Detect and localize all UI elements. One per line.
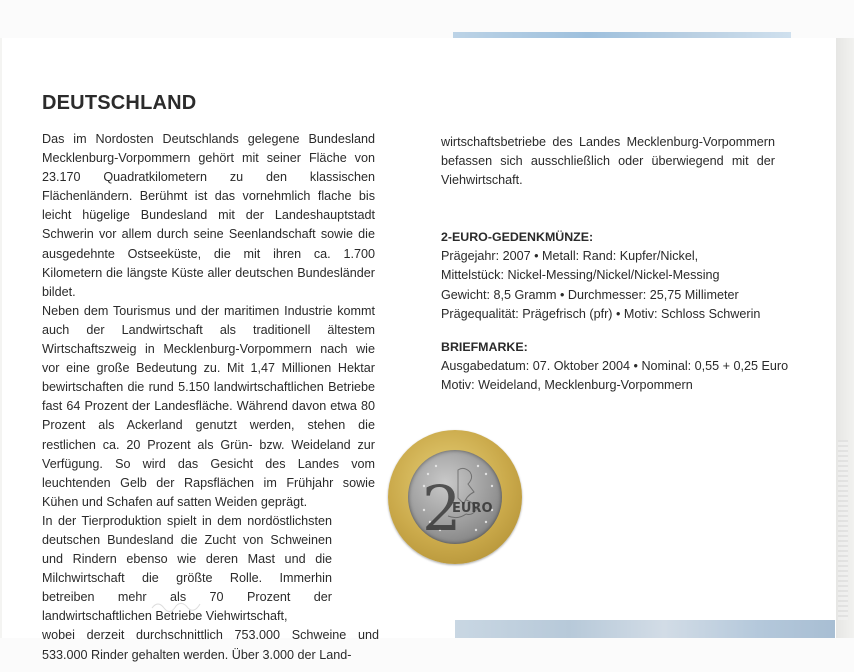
paragraph-intro: Das im Nordosten Deutschlands gelegene Bundesland Mecklenburg-Vorpommern gehört mit seiner Fläche von 23.170 Quadratkilometern zu den klassischen Flächenländern. Berühmt ist das vornehmlich flache bis leicht hügelige Bundesland mit der Landeshauptstadt Schwerin vor allem durch seine Seenlandschaft sowie die ausgedehnte Ostseeküste, die mit ihren ca. 1.700 Kilometern die längste Küste aller deutschen Bundesländer bildet. [42, 132, 375, 299]
left-column [42, 130, 379, 665]
coin-denomination: 2 [422, 472, 462, 545]
stamp-section-heading: BRIEFMARKE: [441, 339, 528, 354]
right-column [441, 133, 789, 395]
paragraph-agriculture: Neben dem Tourismus und der maritimen Industrie kommt auch der Landwirtschaft als traditionell ältestem Wirtschaftszweig in Mecklenburg-Vorpommern nach wie vor eine große Bedeutung zu. Mit 1,47 Millionen Hektar bewirtschaften die rund 5.150 landwirtschaftlichen Betriebe fast 64 Prozent der Landesfläche. Während davon etwa 80 Prozent als Ackerland genutzt werden, stehen die restlichen ca. 20 Prozent als Grün- bzw. Weideland zur Verfügung. So wird das Gesicht des Landes vom leuchtenden Gelb der Rapsflächen im Frühjahr sowie Kühen und Schafen auf satten Weiden geprägt. [42, 303, 375, 509]
stamp-info-line: Ausgabedatum: 07. Oktober 2004 • Nominal: 0,55 + 0,25 Euro [441, 358, 789, 373]
coin-info-line: Mittelstück: Nickel-Messing/Nickel/Nickel-Messing [441, 268, 720, 283]
stamp-info-line: Motiv: Weideland, Mecklenburg-Vorpommern [441, 377, 693, 392]
edge-scan-mark [838, 440, 848, 620]
paragraph-livestock-tail: wobei derzeit durchschnittlich 753.000 Schweine und 533.000 Rinder gehalten werden. Über 3.000 der Land- [42, 628, 379, 662]
two-euro-coin [388, 430, 522, 564]
page-title: DEUTSCHLAND [42, 92, 197, 114]
coin-info-line: Prägequalität: Prägefrisch (pfr) • Motiv: Schloss Schwerin [441, 306, 761, 321]
paragraph-livestock: In der Tierproduktion spielt in dem nordöstlichsten deutschen Bundesland die Zucht von Schweinen und Rindern ebenso wie deren Mast und die Milchwirtschaft die größte Rolle. Immerhin betreiben mehr als 70 Prozent der landwirtschaftlichen Betriebe Viehwirtschaft, [42, 513, 332, 624]
coin-section-heading: 2-EURO-GEDENKMÜNZE: [441, 230, 594, 245]
pencil-scribble [150, 598, 210, 612]
coin-info-line: Gewicht: 8,5 Gramm • Durchmesser: 25,75 Millimeter [441, 287, 739, 302]
paragraph-continuation: wirtschaftsbetriebe des Landes Mecklenburg-Vorpommern befassen sich ausschließlich oder überwiegend mit der Viehwirtschaft. [441, 135, 775, 188]
coin-currency: EURO [452, 501, 493, 516]
stamp-strip-bottom [455, 620, 835, 638]
coin-info-line: Prägejahr: 2007 • Metall: Rand: Kupfer/Nickel, [441, 249, 699, 264]
coin-face-icon [388, 430, 522, 564]
